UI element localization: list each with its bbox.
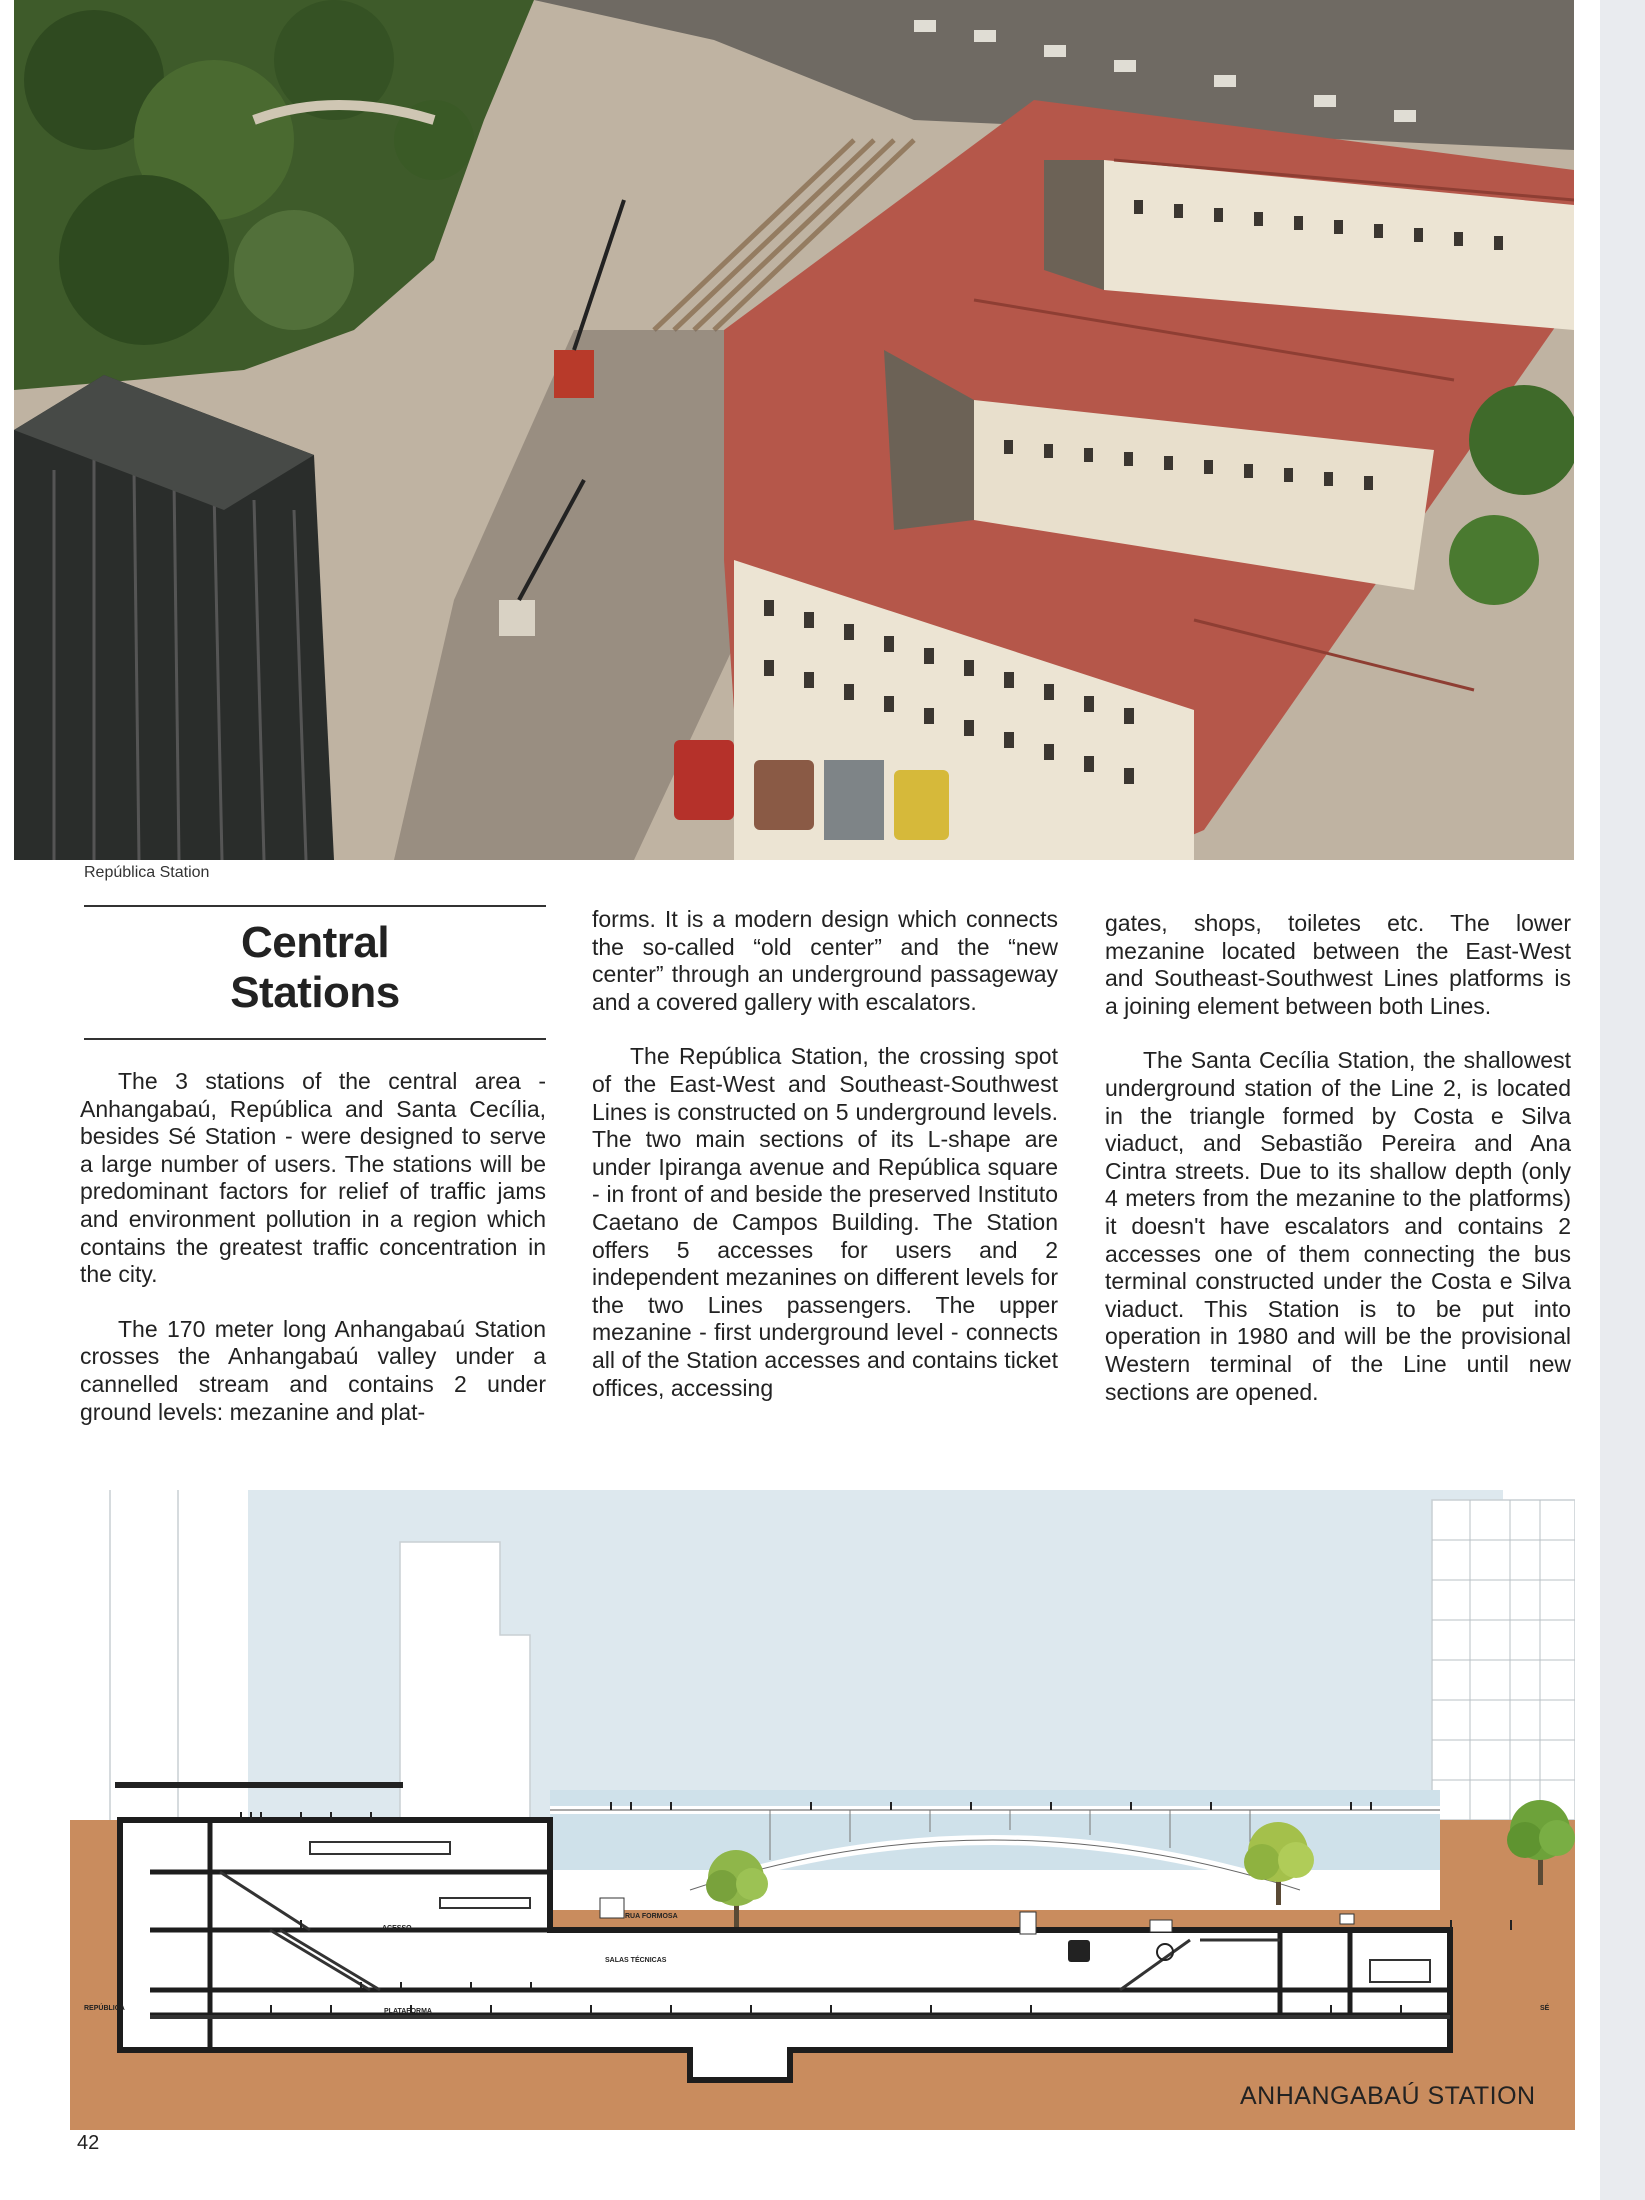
- station-cross-section: [70, 1490, 1575, 2130]
- text-column-3: [1105, 910, 1571, 1433]
- text-column-2: [592, 906, 1058, 1429]
- label-acesso: ACESSO: [382, 1925, 412, 1932]
- title-line-1: Central: [240, 918, 390, 967]
- diagram-title: ANHANGABAÚ STATION: [1240, 2082, 1536, 2110]
- heading-rule-bottom: [84, 1038, 546, 1040]
- label-rua-formosa: RUA FORMOSA: [625, 1913, 678, 1920]
- paragraph: The 170 meter long Anhangabaú Station crosses the Anhangabaú valley under a cannelled stream and contains 2 under ground levels: mezanine and plat-: [80, 1315, 546, 1425]
- heading-rule-top: [84, 905, 546, 907]
- photo-caption: República Station: [84, 864, 210, 881]
- page-edge: [1600, 0, 1645, 2200]
- text-column-1: [80, 1068, 546, 1453]
- label-republica: REPÚBLICA: [84, 2005, 125, 2012]
- aerial-photo: [14, 0, 1574, 860]
- article-title: [84, 918, 546, 1018]
- paragraph: gates, shops, toiletes etc. The lower mezanine located between the East-West and Southeast-Southwest Lines platforms is a joining element between both Lines.: [1105, 910, 1571, 1019]
- paragraph: The República Station, the crossing spot of the East-West and Southeast-Southwest Lines is constructed on 5 underground levels. The two main sections of its L-shape are under Ipiranga avenue and República square - in front of and beside the preserved Instituto Caetano de Campos Building. The Station offers 5 accesses for users and 2 independent mezanines on different levels for the two Lines passengers. The upper mezanine - first underground level - connects all of the Station accesses and contains ticket offices, accessing: [592, 1043, 1058, 1401]
- paragraph: The 3 stations of the central area - Anhangabaú, República and Santa Cecília, besides Sé Station - were designed to serve a large number of users. The stations will be predominant factors for relief of traffic jams and environment pollution in a region which contains the greatest traffic concentration in the city.: [80, 1068, 546, 1288]
- page-number: 42: [77, 2132, 100, 2154]
- title-line-2: Stations: [230, 968, 400, 1017]
- paragraph: forms. It is a modern design which connects the so-called “old center” and the “new center” through an underground passageway and a covered gallery with escalators.: [592, 906, 1058, 1015]
- label-se: SÉ: [1540, 2005, 1550, 2012]
- paragraph: The Santa Cecília Station, the shallowest underground station of the Line 2, is located in the triangle formed by Costa e Silva viaduct, and Sebastião Pereira and Ana Cintra streets. Due to its shallow depth (only 4 meters from the mezanine to the platforms) it doesn't have escalators and contains 2 accesses one of them connecting the bus terminal constructed under the Costa e Silva viaduct. This Station is to be put into operation in 1980 and will be the provisional Western terminal of the Line until new sections are opened.: [1105, 1047, 1571, 1405]
- label-salas-tecnicas: SALAS TÉCNICAS: [605, 1957, 667, 1964]
- label-plataforma: PLATAFORMA: [384, 2008, 432, 2015]
